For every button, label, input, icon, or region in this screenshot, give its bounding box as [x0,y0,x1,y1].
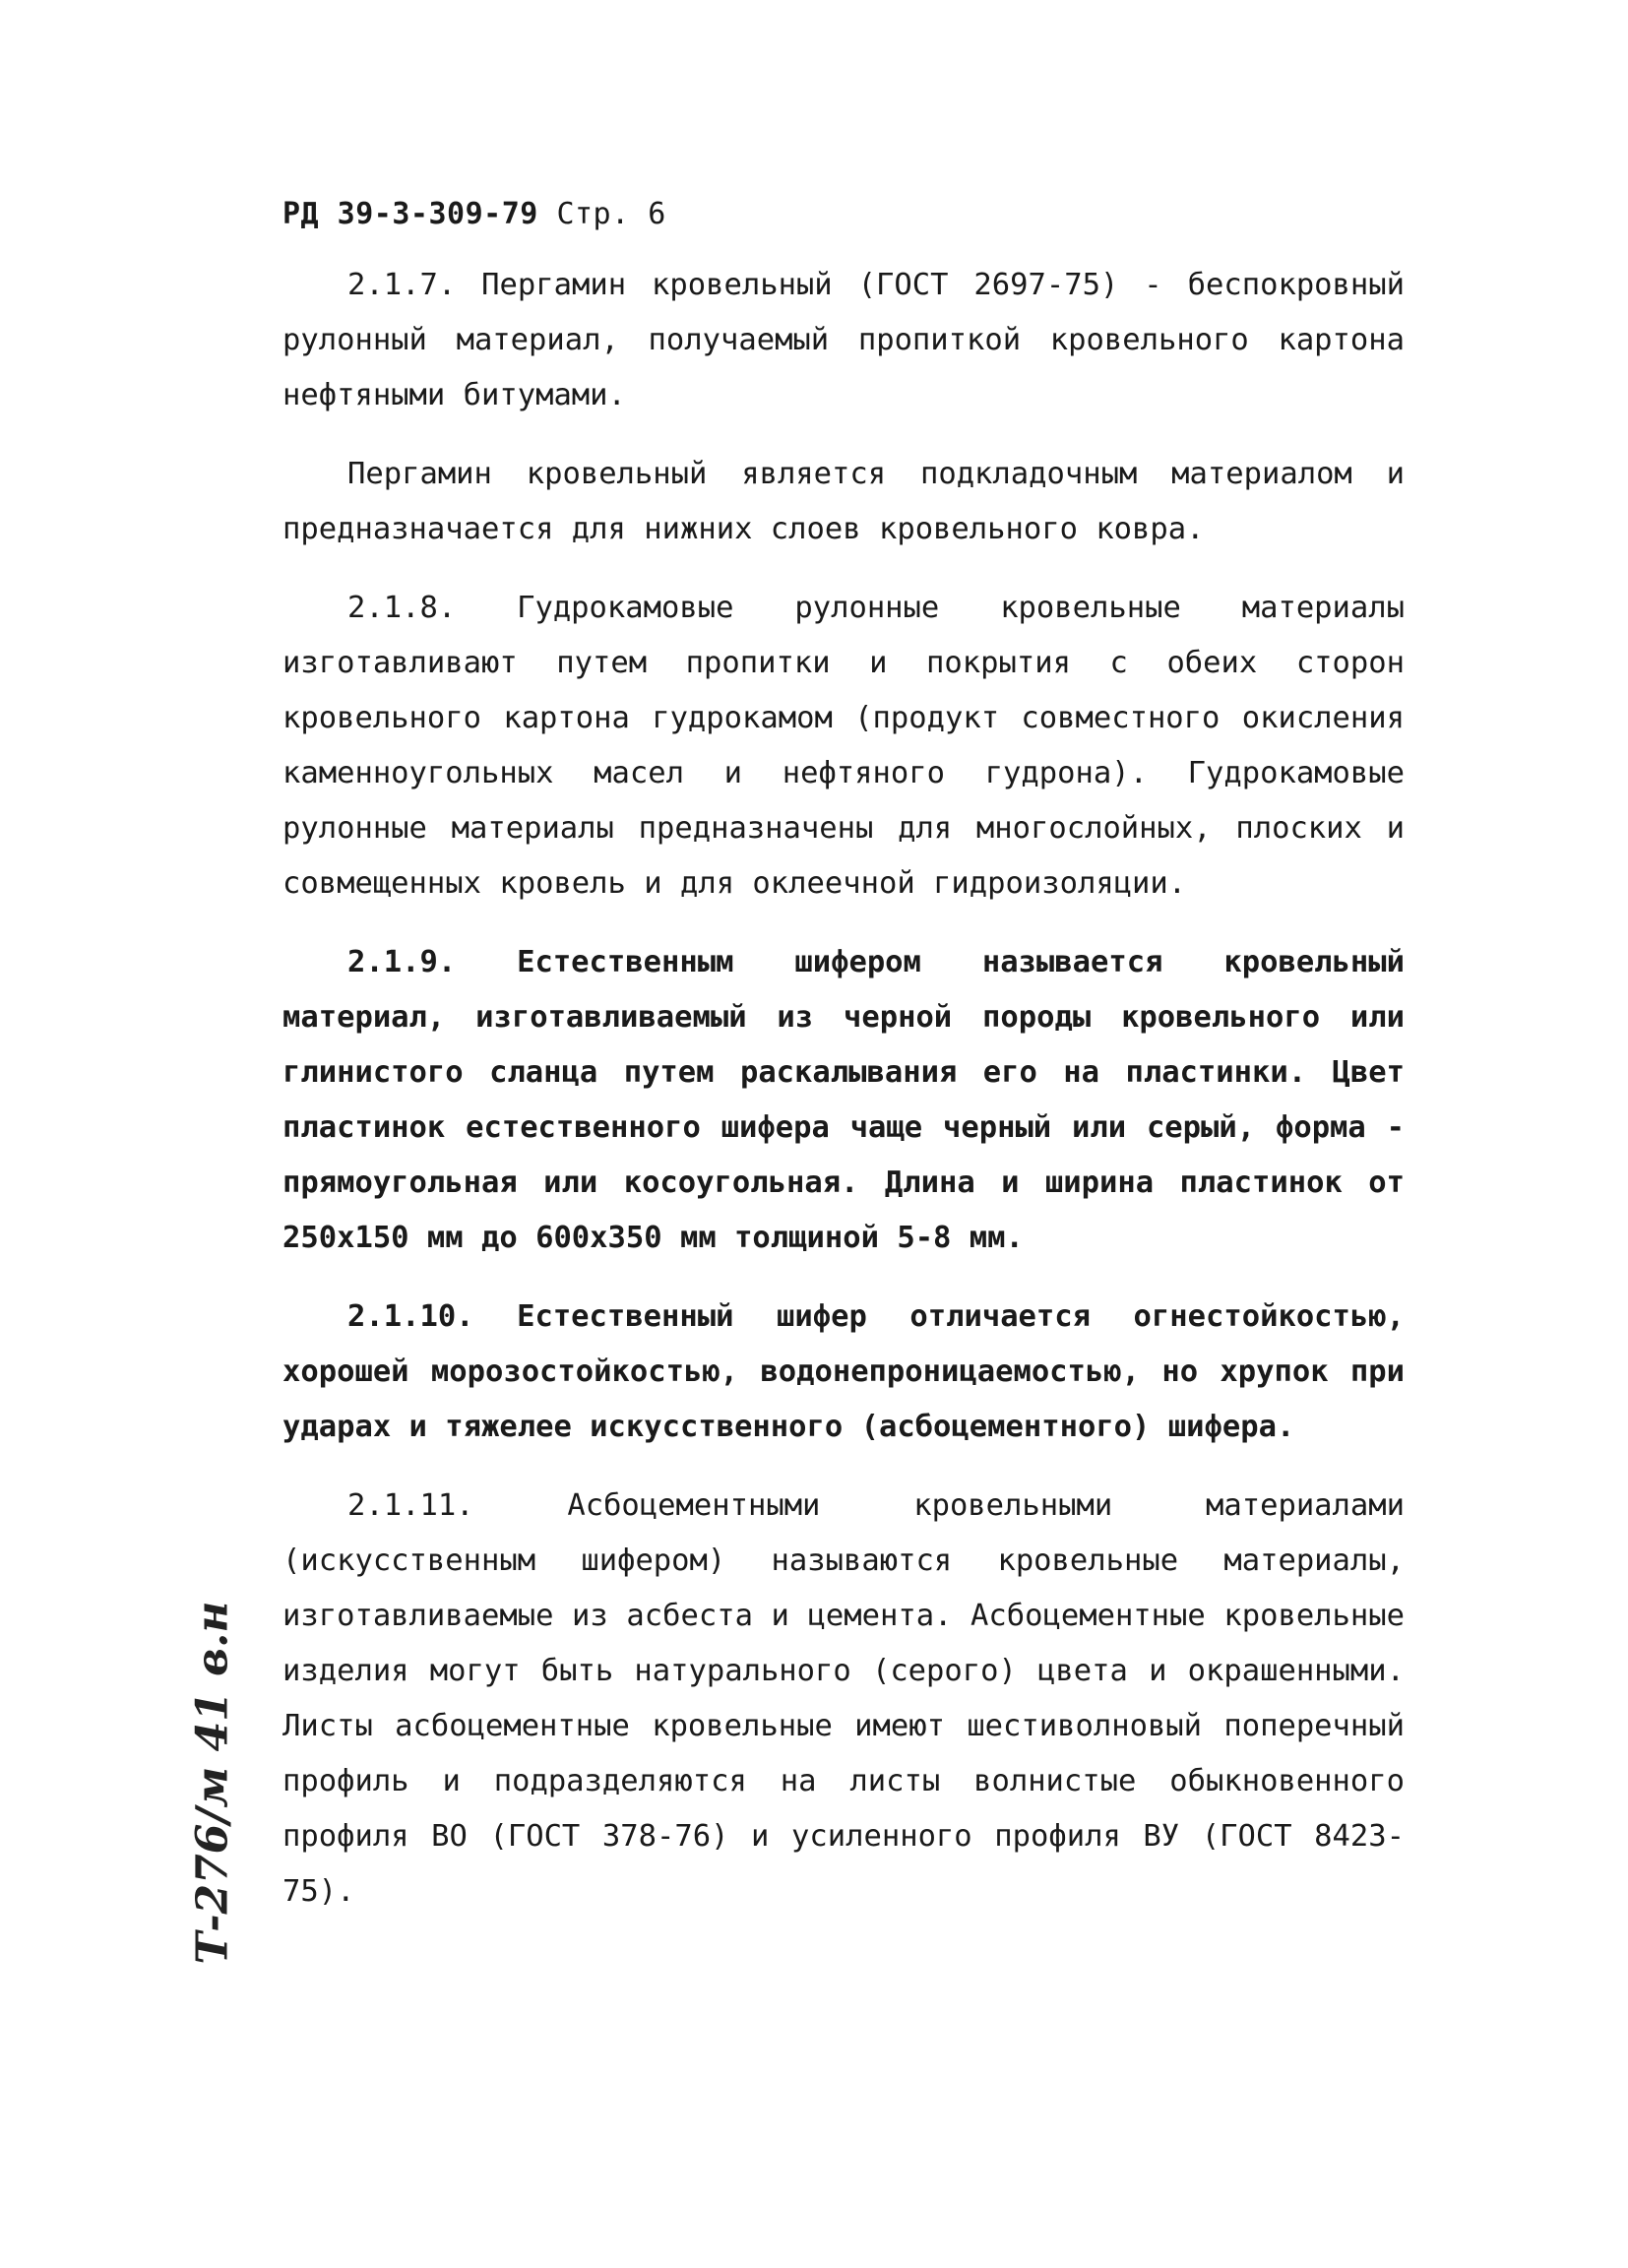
paragraph-2-1-8: 2.1.8. Гудрокамовые рулонные кровельные материалы изготавливают путем пропитки и покрытия с обеих сторон кровельного картона гудрокамом (продукт совместного окисления каменноугольных масел и нефтяного гудрона). Гудрокамовые рулонные материалы предназначены для многослойных, плоских и совмещенных кровель и для оклеечной гидроизоляции. [282,591,1405,901]
page-header [282,197,666,231]
paragraph-2-1-9: 2.1.9. Естественным шифером называется кровельный материал, изготавливаемый из черной породы кровельного или глинистого сланца путем раскалывания его на пластинки. Цвет пластинок естественного шифера чаще черный или серый, форма - прямоугольная или косоугольная. Длина и ширина пластинок от 250х150 мм до 600х350 мм толщиной 5-8 мм. [282,945,1405,1255]
paragraph-2-1-11: 2.1.11. Асбоцементными кровельными материалами (искусственным шифером) называются кровельные материалы, изготавливаемые из асбеста и цемента. Асбоцементные кровельные изделия могут быть натурального (серого) цвета и окрашенными. Листы асбоцементные кровельные имеют шестиволновый поперечный профиль и подразделяются на листы волнистые обыкновенного профиля ВО (ГОСТ 378-76) и усиленного профиля ВУ (ГОСТ 8423-75). [282,1488,1405,1909]
paragraph-pergamin-purpose: Пергамин кровельный является подкладочным материалом и предназначается для нижних слоев кровельного ковра. [282,457,1405,546]
document-code: РД 39-3-309-79 [282,197,538,231]
paragraph-2-1-10: 2.1.10. Естественный шифер отличается огнестойкостью, хорошей морозостойкостью, водонепроницаемостью, но хрупок при ударах и тяжелее искусственного (асбоцементного) шифера. [282,1299,1405,1444]
paragraph-2-1-7: 2.1.7. Пергамин кровельный (ГОСТ 2697-75) - беспокровный рулонный материал, получаемый пропиткой кровельного картона нефтяными битумами. [282,268,1405,412]
handwritten-inventory-number: Т-276/м 41 в.н [187,1601,238,1965]
body-text [282,258,1405,1943]
margin-inventory-note [167,1601,256,1969]
page-number: Стр. 6 [556,197,666,231]
